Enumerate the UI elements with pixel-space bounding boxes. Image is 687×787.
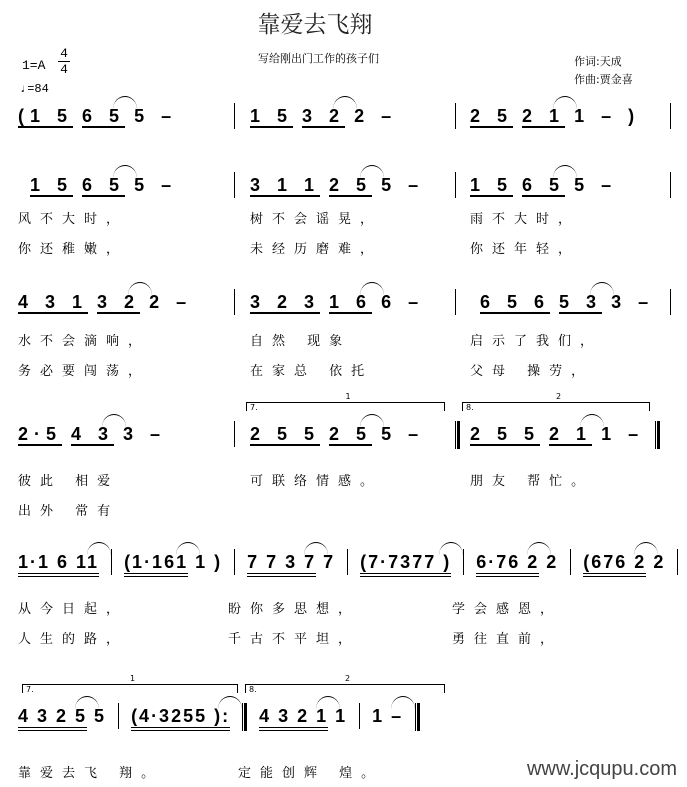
measure xyxy=(480,292,654,314)
time-signature xyxy=(58,46,70,77)
tempo-mark: ♩=84 xyxy=(20,82,49,96)
score-row xyxy=(18,552,678,578)
note-group: 3 2 3 xyxy=(250,292,321,312)
measure xyxy=(124,552,222,577)
note-group: 3 2 xyxy=(97,292,141,312)
lyric-line: 学会感恩， xyxy=(452,602,563,617)
measure xyxy=(18,706,106,731)
measure xyxy=(470,424,644,446)
volta-label: 7. xyxy=(26,685,34,694)
barline xyxy=(677,549,678,575)
lyric-line: 水不会滴响， xyxy=(18,334,151,349)
barline xyxy=(455,103,456,129)
measure xyxy=(18,552,99,577)
note-group: 6 5 6 xyxy=(480,292,551,312)
lyric-line: 在家总 依托 xyxy=(250,364,374,379)
lyric-line: 靠爱去飞 翔。 xyxy=(18,766,164,781)
time-signature-bottom: 4 xyxy=(60,62,68,77)
note-group: 1 ) xyxy=(195,552,223,572)
measure xyxy=(470,175,617,197)
measure xyxy=(18,292,192,314)
measure xyxy=(250,292,424,314)
note-group: 5 – xyxy=(134,106,178,126)
song-title: 靠爱去飞翔 xyxy=(257,12,373,38)
measure xyxy=(360,552,451,577)
note-group: (1·161 xyxy=(124,552,188,577)
lyric-line: 务必要闯荡， xyxy=(18,364,151,379)
measure xyxy=(250,424,424,446)
lyric-line: 朋友 帮忙。 xyxy=(470,474,594,489)
lyric-line: 出外 常有 xyxy=(18,504,120,519)
note-group: 5 xyxy=(94,706,107,726)
measure xyxy=(247,552,335,577)
note-group: 5 – xyxy=(134,175,178,195)
note-group: 3 2 xyxy=(302,106,346,126)
barline xyxy=(234,421,235,447)
note-group: 2 5 5 xyxy=(470,424,541,444)
note-group: 6 5 xyxy=(82,106,126,126)
measure xyxy=(259,706,347,731)
lyric-line: 千古不平坦， xyxy=(228,632,361,647)
lyric-line: 自然 现象 xyxy=(250,334,352,349)
note-group: 5 – xyxy=(574,175,618,195)
note-group: 6 – xyxy=(381,292,425,312)
measure xyxy=(372,706,403,726)
volta-number: 1 xyxy=(130,674,136,683)
volta-number: 2 xyxy=(345,674,351,683)
measure xyxy=(250,106,397,128)
score-row xyxy=(18,706,420,734)
lyric-line: 盼你多思想， xyxy=(228,602,361,617)
note-group: 2 – xyxy=(354,106,398,126)
double-barline xyxy=(415,703,420,731)
measure xyxy=(18,106,177,128)
volta-label: 7. xyxy=(250,403,258,412)
note-group: 2 5 xyxy=(329,175,373,195)
double-barline xyxy=(455,421,460,449)
measure xyxy=(476,552,558,577)
note-group: 3 – xyxy=(611,292,655,312)
note-group: 1 5 xyxy=(30,175,74,195)
measure xyxy=(131,706,230,731)
note-group: (7·7377 ) xyxy=(360,552,451,577)
note-group: 5 – xyxy=(381,175,425,195)
lyric-line: 从今日起， xyxy=(18,602,129,617)
note-group: 1 – ) xyxy=(574,106,641,126)
note-group: 2 xyxy=(546,552,559,572)
measure xyxy=(583,552,665,577)
barline xyxy=(455,289,456,315)
volta-label: 8. xyxy=(466,403,474,412)
volta-number: 2 xyxy=(556,392,562,401)
note-group: 2 1 xyxy=(522,106,566,126)
barline xyxy=(111,549,112,575)
note-group: 1 xyxy=(335,706,348,726)
note-group: 3 1 1 xyxy=(250,175,321,195)
note-group: 2 1 xyxy=(549,424,593,444)
lyric-line: 启示了我们， xyxy=(470,334,603,349)
measure xyxy=(250,175,424,197)
measure xyxy=(30,175,177,197)
lyric-line: 你还稚嫩， xyxy=(18,242,129,257)
barline xyxy=(347,549,348,575)
note-group: 2 5 xyxy=(329,424,373,444)
note-group: 5 3 xyxy=(559,292,603,312)
note-group: 6 5 xyxy=(522,175,566,195)
measure xyxy=(470,106,640,128)
double-barline xyxy=(242,703,247,731)
volta-label: 8. xyxy=(249,685,257,694)
barline xyxy=(234,289,235,315)
barline xyxy=(670,103,671,129)
double-barline xyxy=(655,421,660,449)
lyric-line: 未经历磨难， xyxy=(250,242,383,257)
volta-bracket xyxy=(462,392,650,412)
note-group: 1 5 xyxy=(250,106,294,126)
lyric-line: 人生的路， xyxy=(18,632,129,647)
note-group: (1 5 xyxy=(18,106,74,126)
volta-bracket xyxy=(245,674,445,694)
lyric-line: 父母 操劳， xyxy=(470,364,594,379)
lyric-line: 定能创辉 煌。 xyxy=(238,766,384,781)
lyricist: 作词:天成 xyxy=(574,55,622,68)
note-group: 1 – xyxy=(372,706,404,726)
note-group: (4·3255 ): xyxy=(131,706,230,731)
note-group: 2 – xyxy=(149,292,193,312)
lyric-line: 树不会谣晃， xyxy=(250,212,383,227)
barline xyxy=(570,549,571,575)
note-group: 4 3 1 xyxy=(18,292,89,312)
barline xyxy=(670,172,671,198)
lyric-line: 可联络情感。 xyxy=(250,474,383,489)
barline xyxy=(463,549,464,575)
barline xyxy=(234,172,235,198)
watermark: www.jcqupu.com xyxy=(526,758,677,780)
volta-bracket xyxy=(22,674,238,694)
volta-bracket xyxy=(246,392,445,412)
note-group: 1 6 xyxy=(329,292,373,312)
note-group: (676 2 xyxy=(583,552,646,577)
measure xyxy=(18,424,166,446)
time-signature-top: 4 xyxy=(60,46,68,61)
lyric-line: 雨不大时， xyxy=(470,212,581,227)
note-group: 1·1 6 11 xyxy=(18,552,99,577)
note-group: 1 5 xyxy=(470,175,514,195)
note-group: 4 3 2 1 xyxy=(259,706,328,731)
note-group: 7 7 3 7 xyxy=(247,552,316,577)
note-group: 2 5 xyxy=(470,106,514,126)
note-group: 4 3 2 5 xyxy=(18,706,87,731)
note-group: 3 – xyxy=(123,424,167,444)
barline xyxy=(670,289,671,315)
barline xyxy=(359,703,360,729)
note-group: 1 – xyxy=(601,424,645,444)
barline xyxy=(234,549,235,575)
note-group: 4 3 xyxy=(71,424,115,444)
note-group: 6·76 2 xyxy=(476,552,539,577)
subtitle: 写给刚出门工作的孩子们 xyxy=(258,52,379,65)
note-group: 7 xyxy=(323,552,336,572)
barline xyxy=(455,172,456,198)
barline xyxy=(234,103,235,129)
note-group: 2 xyxy=(653,552,666,572)
key-signature: 1=A xyxy=(22,58,46,73)
lyric-line: 彼此 相爱 xyxy=(18,474,120,489)
note-group: 6 5 xyxy=(82,175,126,195)
lyric-line: 风不大时， xyxy=(18,212,129,227)
note-group: 2 5 5 xyxy=(250,424,321,444)
note-group: 5 – xyxy=(381,424,425,444)
lyric-line: 勇往直前， xyxy=(452,632,563,647)
lyric-line: 你还年轻， xyxy=(470,242,581,257)
composer: 作曲:贾金喜 xyxy=(574,73,633,86)
note-group: 2·5 xyxy=(18,424,63,444)
barline xyxy=(118,703,119,729)
volta-number: 1 xyxy=(345,392,351,401)
